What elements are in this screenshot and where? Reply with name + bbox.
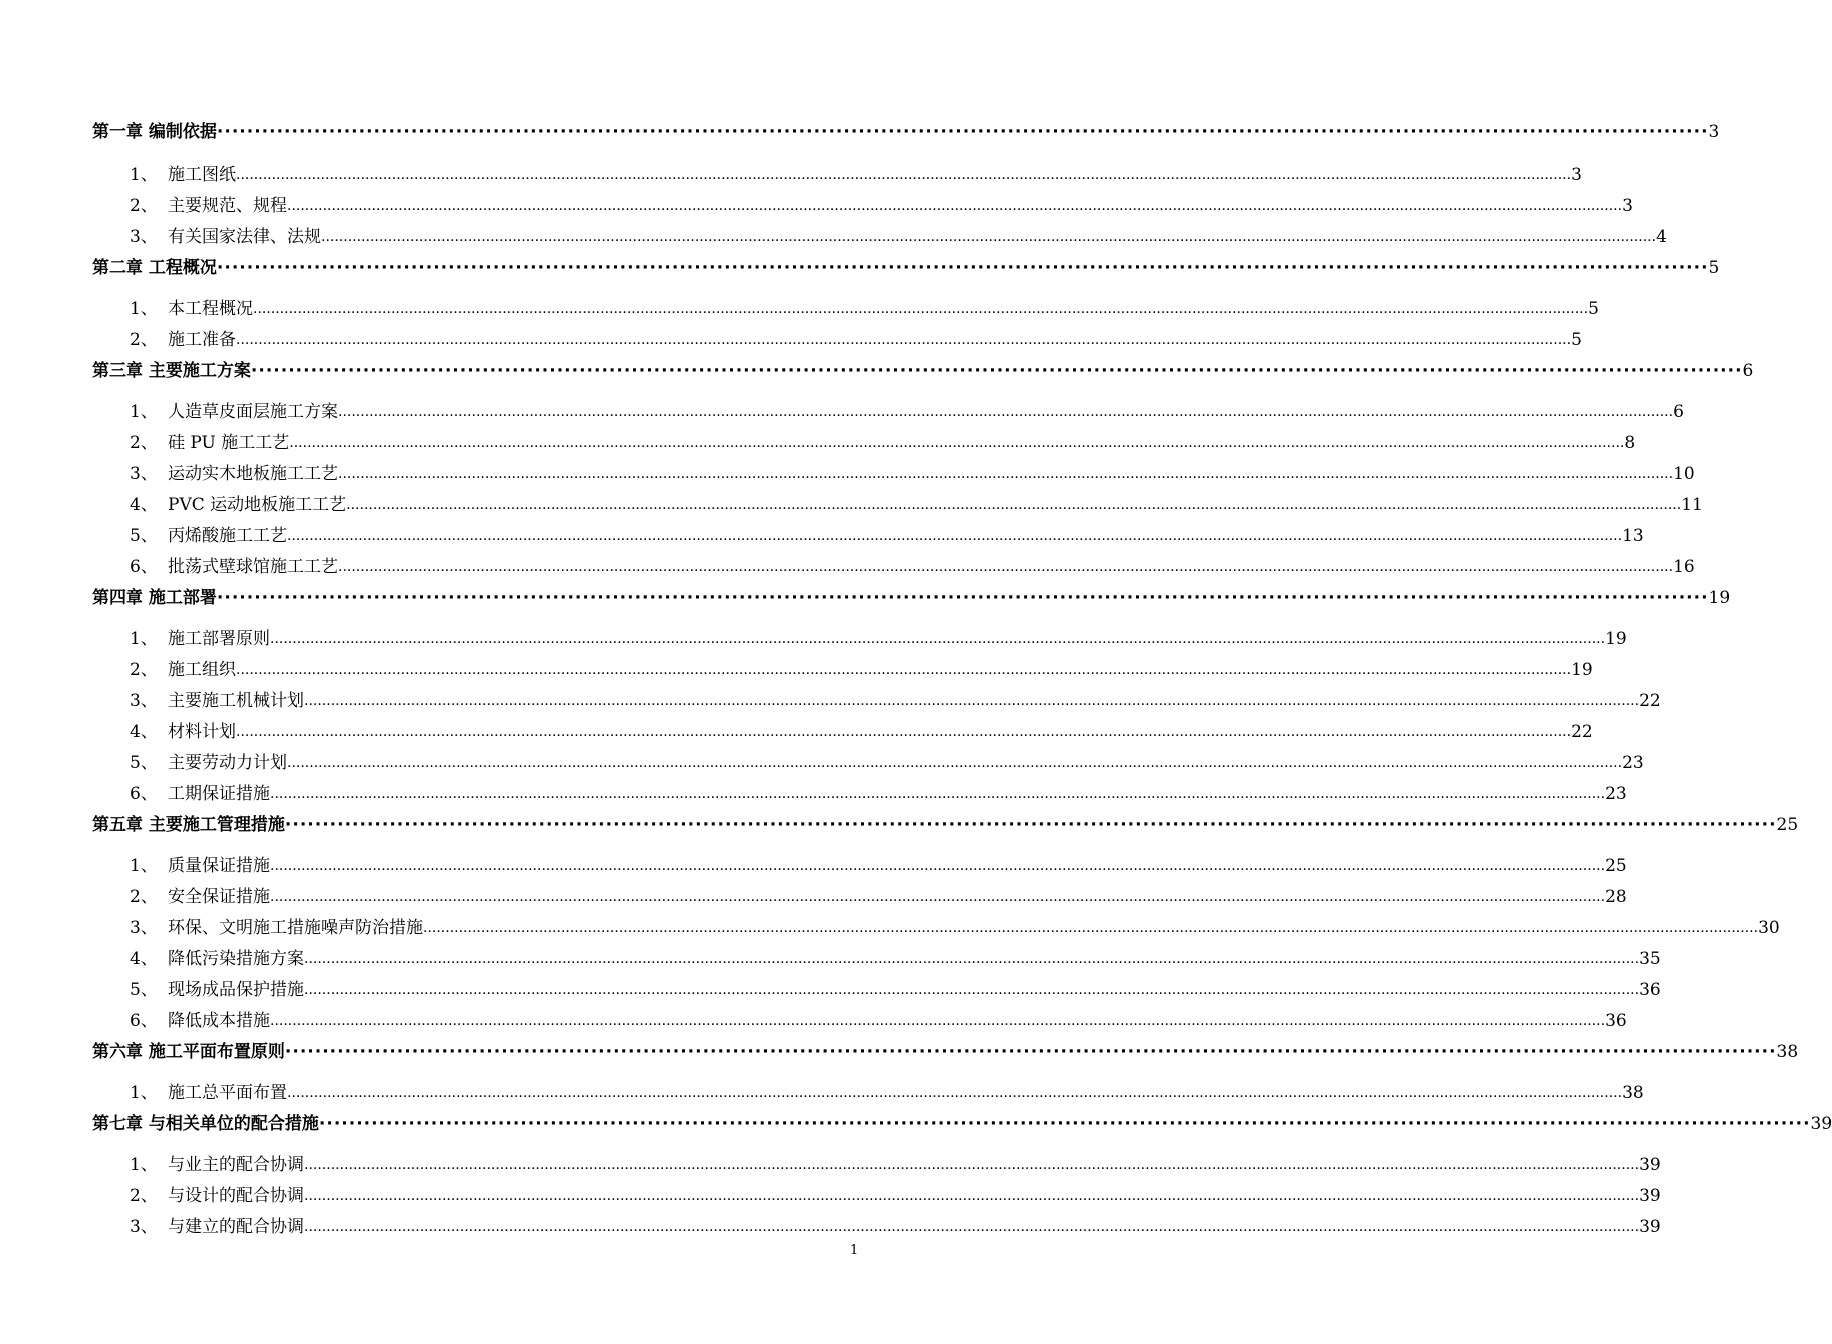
toc-label bbox=[92, 1112, 319, 1136]
toc-page-number: 19 bbox=[1605, 629, 1627, 649]
toc-item[interactable] bbox=[130, 462, 1695, 486]
toc-number: 3、 bbox=[130, 227, 158, 247]
toc-label bbox=[130, 751, 287, 775]
leader-dots: ········································································································································································································ bbox=[216, 258, 1709, 278]
leader-dots: ········································································································································································································ bbox=[318, 1114, 1811, 1134]
toc-label bbox=[130, 493, 346, 517]
toc-label bbox=[130, 163, 236, 187]
toc-number: 4、 bbox=[130, 722, 158, 742]
toc-title: 第三章 主要施工方案 bbox=[92, 361, 251, 381]
toc-title: 第二章 工程概况 bbox=[92, 258, 217, 278]
toc-label bbox=[130, 978, 304, 1002]
toc-item[interactable] bbox=[130, 524, 1644, 548]
toc-title: 工期保证措施 bbox=[168, 784, 270, 804]
toc-title: 与设计的配合协调 bbox=[168, 1186, 304, 1206]
toc-item[interactable] bbox=[130, 751, 1644, 775]
toc-page-number: 6 bbox=[1673, 402, 1684, 422]
toc-page-number: 23 bbox=[1622, 753, 1644, 773]
toc-title: 第七章 与相关单位的配合措施 bbox=[92, 1114, 319, 1134]
leader-dots: ............................................................................................................................................................................................................................................................................................................ bbox=[423, 920, 1759, 936]
toc-page-number: 39 bbox=[1639, 1217, 1661, 1237]
toc-number: 2、 bbox=[130, 887, 158, 907]
toc-number: 3、 bbox=[130, 1217, 158, 1237]
toc-title: 施工图纸 bbox=[168, 165, 236, 185]
toc-title: 质量保证措施 bbox=[168, 856, 270, 876]
toc-title: 主要规范、规程 bbox=[168, 196, 287, 216]
leader-dots: ............................................................................................................................................................................................................................................................................................................ bbox=[304, 693, 1640, 709]
toc-item[interactable] bbox=[130, 493, 1703, 517]
toc-label bbox=[130, 1009, 270, 1033]
leader-dots: ............................................................................................................................................................................................................................................................................................................ bbox=[304, 982, 1640, 998]
toc-number: 5、 bbox=[130, 980, 158, 1000]
toc-number: 4、 bbox=[130, 495, 158, 515]
leader-dots: ............................................................................................................................................................................................................................................................................................................ bbox=[338, 466, 1674, 482]
toc-page-number: 25 bbox=[1776, 815, 1799, 835]
leader-dots: ............................................................................................................................................................................................................................................................................................................ bbox=[270, 786, 1606, 802]
leader-dots: ............................................................................................................................................................................................................................................................................................................ bbox=[253, 301, 1589, 317]
toc-title: 第四章 施工部署 bbox=[92, 588, 217, 608]
toc-page-number: 25 bbox=[1605, 856, 1627, 876]
leader-dots: ............................................................................................................................................................................................................................................................................................................ bbox=[338, 404, 1674, 420]
toc-label bbox=[130, 431, 289, 455]
toc-label bbox=[130, 524, 287, 548]
toc-number: 2、 bbox=[130, 1186, 158, 1206]
leader-dots: ········································································································································································································ bbox=[284, 815, 1777, 835]
leader-dots: ............................................................................................................................................................................................................................................................................................................ bbox=[270, 1013, 1606, 1029]
toc-page-number: 39 bbox=[1639, 1155, 1661, 1175]
toc-page-number: 19 bbox=[1571, 660, 1593, 680]
leader-dots: ............................................................................................................................................................................................................................................................................................................ bbox=[270, 631, 1606, 647]
toc-title: 材料计划 bbox=[168, 722, 236, 742]
toc-page-number: 39 bbox=[1810, 1114, 1832, 1134]
toc-item[interactable] bbox=[130, 194, 1633, 218]
toc-page-number: 3 bbox=[1708, 122, 1720, 142]
toc-item[interactable] bbox=[130, 885, 1627, 909]
toc-number: 2、 bbox=[130, 660, 158, 680]
toc-item[interactable] bbox=[130, 328, 1582, 352]
toc-item[interactable] bbox=[130, 978, 1661, 1002]
toc-title: 施工准备 bbox=[168, 330, 236, 350]
toc-number: 3、 bbox=[130, 691, 158, 711]
leader-dots: ............................................................................................................................................................................................................................................................................................................ bbox=[236, 167, 1572, 183]
leader-dots: ............................................................................................................................................................................................................................................................................................................ bbox=[287, 528, 1623, 544]
toc-number: 1、 bbox=[130, 402, 158, 422]
toc-label bbox=[92, 359, 251, 383]
toc-label bbox=[130, 627, 270, 651]
leader-dots: ............................................................................................................................................................................................................................................................................................................ bbox=[236, 724, 1572, 740]
toc-label bbox=[130, 1081, 287, 1105]
toc-title: 运动实木地板施工工艺 bbox=[168, 464, 338, 484]
toc-title: 环保、文明施工措施噪声防治措施 bbox=[168, 918, 423, 938]
toc-number: 1、 bbox=[130, 165, 158, 185]
toc-title: 人造草皮面层施工方案 bbox=[168, 402, 338, 422]
leader-dots: ............................................................................................................................................................................................................................................................................................................ bbox=[304, 1157, 1640, 1173]
toc-number: 1、 bbox=[130, 1083, 158, 1103]
toc-label bbox=[130, 689, 304, 713]
toc-chapter[interactable] bbox=[92, 256, 1720, 280]
toc-number: 2、 bbox=[130, 433, 158, 453]
toc-title: 与业主的配合协调 bbox=[168, 1155, 304, 1175]
toc-page-number: 36 bbox=[1605, 1011, 1627, 1031]
leader-dots: ............................................................................................................................................................................................................................................................................................................ bbox=[321, 229, 1657, 245]
toc-number: 5、 bbox=[130, 753, 158, 773]
toc-label bbox=[130, 782, 270, 806]
toc-item[interactable] bbox=[130, 1184, 1661, 1208]
toc-title: 批荡式壁球馆施工工艺 bbox=[168, 557, 338, 577]
toc-number: 5、 bbox=[130, 526, 158, 546]
toc-page-number: 8 bbox=[1624, 433, 1636, 453]
leader-dots: ............................................................................................................................................................................................................................................................................................................ bbox=[338, 559, 1674, 575]
toc-page-number: 5 bbox=[1571, 330, 1582, 350]
toc-page-number: 38 bbox=[1776, 1042, 1799, 1062]
toc-page-number: 13 bbox=[1622, 526, 1644, 546]
toc-number: 3、 bbox=[130, 464, 158, 484]
leader-dots: ............................................................................................................................................................................................................................................................................................................ bbox=[287, 755, 1623, 771]
toc-item[interactable] bbox=[130, 297, 1599, 321]
toc-chapter[interactable] bbox=[92, 1112, 1832, 1136]
leader-dots: ········································································································································································································ bbox=[284, 1042, 1777, 1062]
toc-number: 1、 bbox=[130, 299, 158, 319]
toc-page-number: 38 bbox=[1622, 1083, 1644, 1103]
toc-label bbox=[130, 720, 236, 744]
leader-dots: ............................................................................................................................................................................................................................................................................................................ bbox=[270, 889, 1606, 905]
toc-title: PVC 运动地板施工工艺 bbox=[168, 495, 347, 515]
leader-dots: ............................................................................................................................................................................................................................................................................................................ bbox=[289, 435, 1625, 451]
leader-dots: ········································································································································································································ bbox=[216, 588, 1709, 608]
toc-title: 主要施工机械计划 bbox=[168, 691, 304, 711]
toc-page-number: 39 bbox=[1639, 1186, 1661, 1206]
toc-label bbox=[130, 1184, 304, 1208]
toc-item[interactable] bbox=[130, 720, 1593, 744]
toc-page-number: 4 bbox=[1656, 227, 1667, 247]
toc-item[interactable] bbox=[130, 916, 1780, 940]
toc-item[interactable] bbox=[130, 431, 1636, 455]
toc-label bbox=[130, 194, 287, 218]
toc-item[interactable] bbox=[130, 1081, 1644, 1105]
toc-chapter[interactable] bbox=[92, 813, 1799, 837]
toc-item[interactable] bbox=[130, 163, 1582, 187]
toc-chapter[interactable] bbox=[92, 359, 1754, 383]
toc-number: 4、 bbox=[130, 949, 158, 969]
toc-number: 6、 bbox=[130, 784, 158, 804]
toc-page-number: 6 bbox=[1742, 361, 1754, 381]
toc-title: 本工程概况 bbox=[168, 299, 253, 319]
toc-chapter[interactable] bbox=[92, 1040, 1799, 1064]
toc-item[interactable] bbox=[130, 627, 1627, 651]
leader-dots: ............................................................................................................................................................................................................................................................................................................ bbox=[270, 858, 1606, 874]
toc-page-number: 22 bbox=[1571, 722, 1593, 742]
toc-number: 6、 bbox=[130, 557, 158, 577]
page-number: 1 bbox=[850, 1243, 859, 1258]
toc-page-number: 19 bbox=[1708, 588, 1731, 608]
toc-chapter[interactable] bbox=[92, 120, 1720, 144]
leader-dots: ········································································································································································································ bbox=[216, 122, 1709, 142]
toc-label bbox=[130, 947, 304, 971]
toc-page-number: 16 bbox=[1673, 557, 1695, 577]
toc-number: 6、 bbox=[130, 1011, 158, 1031]
toc-page-number: 35 bbox=[1639, 949, 1661, 969]
toc-label bbox=[130, 328, 236, 352]
toc-item[interactable] bbox=[130, 1009, 1627, 1033]
leader-dots: ............................................................................................................................................................................................................................................................................................................ bbox=[236, 332, 1572, 348]
toc-page-number: 5 bbox=[1588, 299, 1599, 319]
leader-dots: ............................................................................................................................................................................................................................................................................................................ bbox=[304, 1188, 1640, 1204]
toc-label bbox=[130, 462, 338, 486]
toc-number: 1、 bbox=[130, 856, 158, 876]
toc-item[interactable] bbox=[130, 854, 1627, 878]
toc-page-number: 3 bbox=[1622, 196, 1633, 216]
toc-label bbox=[130, 916, 423, 940]
leader-dots: ········································································································································································································ bbox=[250, 361, 1743, 381]
leader-dots: ............................................................................................................................................................................................................................................................................................................ bbox=[236, 662, 1572, 678]
toc-item[interactable] bbox=[130, 400, 1684, 424]
toc-page-number: 10 bbox=[1673, 464, 1695, 484]
toc-label bbox=[130, 658, 236, 682]
leader-dots: ............................................................................................................................................................................................................................................................................................................ bbox=[287, 1085, 1623, 1101]
toc-page-number: 30 bbox=[1758, 918, 1780, 938]
toc-label bbox=[130, 1215, 304, 1239]
leader-dots: ............................................................................................................................................................................................................................................................................................................ bbox=[287, 198, 1623, 214]
toc-title: 施工总平面布置 bbox=[168, 1083, 287, 1103]
toc-label bbox=[130, 1153, 304, 1177]
toc-page-number: 3 bbox=[1571, 165, 1582, 185]
toc-page-number: 23 bbox=[1605, 784, 1627, 804]
toc-item[interactable] bbox=[130, 555, 1695, 579]
toc-label bbox=[92, 120, 217, 144]
toc-title: 第六章 施工平面布置原则 bbox=[92, 1042, 285, 1062]
toc-item[interactable] bbox=[130, 658, 1593, 682]
toc-chapter[interactable] bbox=[92, 586, 1731, 610]
toc-page-number: 11 bbox=[1681, 495, 1703, 515]
toc-label bbox=[130, 885, 270, 909]
toc-item[interactable] bbox=[130, 947, 1661, 971]
toc-title: 施工部署原则 bbox=[168, 629, 270, 649]
toc-number: 3、 bbox=[130, 918, 158, 938]
toc-number: 2、 bbox=[130, 330, 158, 350]
toc-label bbox=[130, 297, 253, 321]
toc-item[interactable] bbox=[130, 782, 1627, 806]
toc-page-number: 22 bbox=[1639, 691, 1661, 711]
toc-title: 第一章 编制依据 bbox=[92, 122, 217, 142]
toc-title: 与建立的配合协调 bbox=[168, 1217, 304, 1237]
toc-label bbox=[130, 400, 338, 424]
toc-label bbox=[130, 854, 270, 878]
toc-page-number: 28 bbox=[1605, 887, 1627, 907]
toc-title: 主要劳动力计划 bbox=[168, 753, 287, 773]
toc-title: 有关国家法律、法规 bbox=[168, 227, 321, 247]
toc-number: 1、 bbox=[130, 629, 158, 649]
toc-item[interactable] bbox=[130, 1215, 1661, 1239]
toc-title: 安全保证措施 bbox=[168, 887, 270, 907]
leader-dots: ............................................................................................................................................................................................................................................................................................................ bbox=[304, 951, 1640, 967]
toc-page-number: 5 bbox=[1708, 258, 1720, 278]
toc-title: 施工组织 bbox=[168, 660, 236, 680]
toc-title: 降低成本措施 bbox=[168, 1011, 270, 1031]
toc-number: 2、 bbox=[130, 196, 158, 216]
toc-label bbox=[92, 813, 285, 837]
leader-dots: ............................................................................................................................................................................................................................................................................................................ bbox=[304, 1219, 1640, 1235]
toc-item[interactable] bbox=[130, 689, 1661, 713]
toc-title: 丙烯酸施工工艺 bbox=[168, 526, 287, 546]
leader-dots: ............................................................................................................................................................................................................................................................................................................ bbox=[346, 497, 1682, 513]
toc-title: 硅 PU 施工工艺 bbox=[168, 433, 290, 453]
toc-title: 第五章 主要施工管理措施 bbox=[92, 815, 285, 835]
toc-label bbox=[92, 256, 217, 280]
toc-label bbox=[130, 555, 338, 579]
toc-item[interactable] bbox=[130, 225, 1667, 249]
toc-title: 现场成品保护措施 bbox=[168, 980, 304, 1000]
toc-number: 1、 bbox=[130, 1155, 158, 1175]
toc-title: 降低污染措施方案 bbox=[168, 949, 304, 969]
toc-page-number: 36 bbox=[1639, 980, 1661, 1000]
toc-label bbox=[92, 586, 217, 610]
toc-label bbox=[130, 225, 321, 249]
toc-item[interactable] bbox=[130, 1153, 1661, 1177]
toc-label bbox=[92, 1040, 285, 1064]
